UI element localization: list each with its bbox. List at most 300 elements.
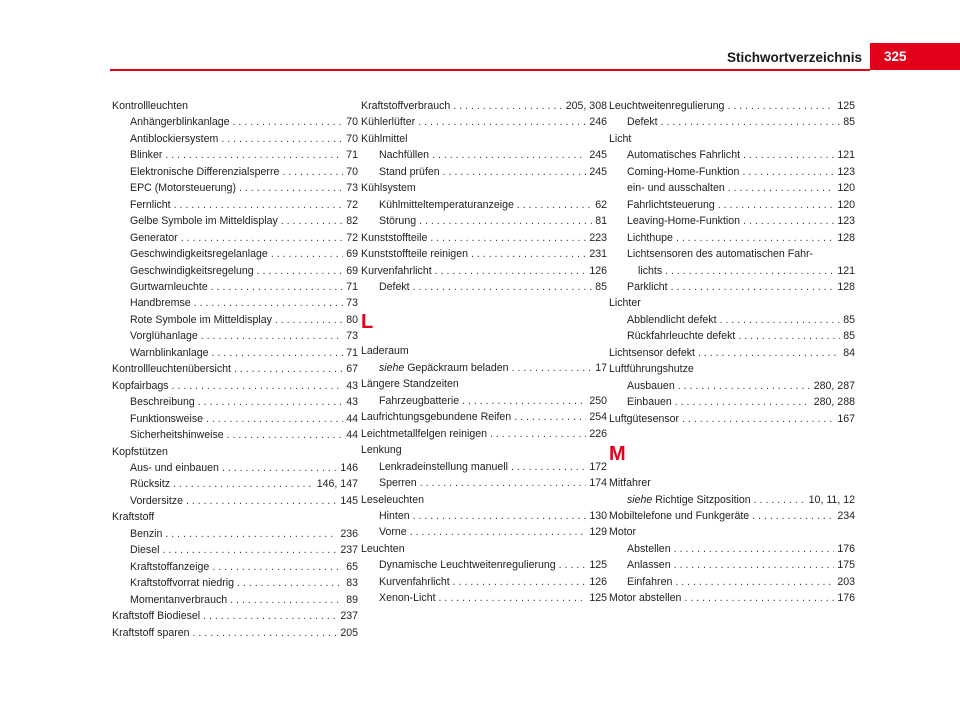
entry-page-ref: 280, 288 bbox=[813, 396, 855, 409]
index-subentry bbox=[112, 427, 358, 443]
dot-leader bbox=[675, 394, 811, 410]
index-subentry bbox=[361, 393, 607, 409]
entry-page-ref: 85 bbox=[595, 280, 607, 293]
entry-page-ref: 172 bbox=[589, 460, 607, 473]
entry-label: Lenkradeinstellung manuell bbox=[379, 460, 508, 473]
index-subentry bbox=[361, 590, 607, 606]
entry-label: Stand prüfen bbox=[379, 165, 440, 178]
entry-label: Hinten bbox=[379, 509, 410, 522]
entry-page-ref: 62 bbox=[595, 198, 607, 211]
index-column-3 bbox=[609, 98, 855, 607]
index-entry bbox=[361, 376, 607, 392]
index-subentry bbox=[609, 557, 855, 573]
entry-label: Parklicht bbox=[627, 280, 668, 293]
index-subentry bbox=[361, 557, 607, 573]
entry-label: Kontrollleuchten bbox=[112, 100, 188, 112]
entry-page-ref: 43 bbox=[346, 396, 358, 409]
entry-page-ref: 128 bbox=[837, 231, 855, 244]
index-subentry bbox=[361, 360, 607, 376]
entry-label: Momentanverbrauch bbox=[130, 593, 228, 606]
entry-page-ref: 146, 147 bbox=[316, 478, 358, 491]
dot-leader bbox=[162, 542, 337, 558]
dot-leader bbox=[230, 592, 343, 608]
entry-page-ref: 205, 308 bbox=[565, 100, 607, 112]
entry-label: Kühlsystem bbox=[361, 182, 416, 195]
entry-page-ref: 70 bbox=[346, 116, 358, 129]
dot-leader bbox=[675, 574, 834, 590]
dot-leader bbox=[413, 508, 587, 524]
index-entry bbox=[361, 131, 607, 147]
entry-page-ref: 73 bbox=[346, 297, 358, 310]
index-entry bbox=[361, 442, 607, 458]
entry-label: Sperren bbox=[379, 477, 417, 490]
index-subentry bbox=[112, 246, 358, 262]
entry-page-ref: 175 bbox=[837, 559, 855, 572]
entry-page-ref: 245 bbox=[589, 149, 607, 162]
dot-leader bbox=[512, 360, 593, 376]
index-entry bbox=[112, 608, 358, 624]
index-subentry bbox=[361, 147, 607, 163]
dot-leader bbox=[174, 197, 344, 213]
dot-leader bbox=[514, 409, 586, 425]
dot-leader bbox=[212, 559, 343, 575]
index-entry bbox=[609, 475, 855, 491]
entry-page-ref: 71 bbox=[346, 149, 358, 162]
entry-label: Warnblinkanlage bbox=[130, 346, 209, 359]
entry-page-ref: 121 bbox=[837, 264, 855, 277]
entry-page-ref: 125 bbox=[589, 559, 607, 572]
dot-leader bbox=[194, 295, 344, 311]
dot-leader bbox=[233, 114, 344, 130]
index-subentry bbox=[112, 575, 358, 591]
entry-page-ref: 69 bbox=[346, 248, 358, 261]
index-entry bbox=[112, 98, 358, 114]
index-entry bbox=[361, 180, 607, 196]
dot-leader bbox=[443, 164, 587, 180]
entry-label: Lenkung bbox=[361, 444, 402, 457]
dot-leader bbox=[718, 197, 835, 213]
entry-label: Leuchtweitenregulierung bbox=[609, 100, 725, 112]
index-entry bbox=[609, 131, 855, 147]
dot-leader bbox=[738, 328, 840, 344]
entry-page-ref: 123 bbox=[837, 215, 855, 228]
index-subentry bbox=[112, 312, 358, 328]
index-entry bbox=[361, 409, 607, 425]
dot-leader bbox=[727, 98, 834, 114]
entry-label: Generator bbox=[130, 231, 178, 244]
index-entry bbox=[361, 246, 607, 262]
dot-leader bbox=[676, 230, 834, 246]
index-subentry bbox=[361, 524, 607, 540]
entry-page-ref: 280, 287 bbox=[813, 379, 855, 392]
entry-page-ref: 89 bbox=[346, 593, 358, 606]
index-subentry bbox=[112, 460, 358, 476]
entry-label: Lichtsensoren des automatischen Fahr- bbox=[627, 248, 814, 261]
index-subentry bbox=[112, 493, 358, 509]
entry-label: Geschwindigkeitsregelanlage bbox=[130, 248, 268, 261]
index-subentry bbox=[609, 378, 855, 394]
entry-label: Mobiltelefone und Funkgeräte bbox=[609, 509, 750, 522]
index-entry bbox=[361, 263, 607, 279]
dot-leader bbox=[743, 213, 834, 229]
entry-page-ref: 125 bbox=[837, 100, 855, 112]
index-subentry bbox=[609, 213, 855, 229]
index-entry bbox=[361, 98, 607, 114]
entry-label: Kunststoffteile reinigen bbox=[361, 248, 468, 261]
entry-label: Kontrollleuchtenübersicht bbox=[112, 363, 231, 376]
dot-leader bbox=[413, 279, 593, 295]
entry-label bbox=[379, 360, 509, 376]
index-subentry bbox=[609, 147, 855, 163]
entry-label: Sicherheitshinweise bbox=[130, 429, 224, 442]
entry-label: ein- und ausschalten bbox=[627, 182, 725, 195]
entry-page-ref: 17 bbox=[595, 361, 607, 374]
dot-leader bbox=[165, 147, 343, 163]
index-subentry bbox=[361, 164, 607, 180]
dot-leader bbox=[665, 263, 834, 279]
index-subentry bbox=[112, 476, 358, 492]
dot-leader bbox=[239, 180, 343, 196]
dot-leader bbox=[728, 180, 835, 196]
entry-page-ref: 120 bbox=[837, 198, 855, 211]
dot-leader bbox=[211, 279, 343, 295]
page-number-tab bbox=[870, 43, 960, 70]
see-target: Gepäckraum beladen bbox=[404, 361, 509, 374]
entry-label: Geschwindigkeitsregelung bbox=[130, 264, 254, 277]
page-number: 325 bbox=[884, 49, 907, 64]
index-subentry bbox=[609, 230, 855, 246]
index-entry bbox=[361, 426, 607, 442]
entry-label: Anhängerblinkanlage bbox=[130, 116, 230, 129]
index-subentry bbox=[609, 574, 855, 590]
entry-label: Vordersitze bbox=[130, 494, 183, 507]
entry-page-ref: 203 bbox=[837, 575, 855, 588]
entry-label: Rote Symbole im Mitteldisplay bbox=[130, 313, 272, 326]
index-subentry bbox=[609, 328, 855, 344]
dot-leader bbox=[234, 361, 343, 377]
entry-page-ref: 145 bbox=[340, 494, 358, 507]
entry-page-ref: 82 bbox=[346, 215, 358, 228]
entry-page-ref: 126 bbox=[589, 264, 607, 277]
index-subentry bbox=[112, 197, 358, 213]
entry-page-ref: 176 bbox=[837, 592, 855, 605]
index-subentry bbox=[112, 147, 358, 163]
index-subentry bbox=[112, 213, 358, 229]
index-subentry bbox=[112, 131, 358, 147]
index-subentry bbox=[112, 114, 358, 130]
entry-label: Kraftstoffvorrat niedrig bbox=[130, 577, 235, 590]
index-subentry bbox=[361, 459, 607, 475]
dot-leader bbox=[698, 345, 840, 361]
entry-page-ref: 70 bbox=[346, 132, 358, 145]
entry-label: Luftführungshutze bbox=[609, 363, 694, 376]
entry-label: Elektronische Differenzialsperre bbox=[130, 165, 280, 178]
index-column-1 bbox=[112, 98, 358, 641]
entry-page-ref: 236 bbox=[340, 527, 358, 540]
header-divider bbox=[110, 69, 870, 71]
dot-leader bbox=[271, 246, 343, 262]
index-subentry bbox=[112, 542, 358, 558]
dot-leader bbox=[275, 312, 343, 328]
running-header-title: Stichwortverzeichnis bbox=[726, 50, 862, 65]
entry-page-ref: 246 bbox=[589, 116, 607, 129]
entry-label: Einfahren bbox=[627, 575, 673, 588]
dot-leader bbox=[453, 574, 587, 590]
entry-page-ref: 72 bbox=[346, 198, 358, 211]
dot-leader bbox=[227, 427, 344, 443]
dot-leader bbox=[410, 524, 587, 540]
dot-leader bbox=[682, 411, 834, 427]
entry-page-ref: 44 bbox=[346, 412, 358, 425]
entry-page-ref: 254 bbox=[589, 411, 607, 424]
index-entry bbox=[609, 524, 855, 540]
entry-page-ref: 205 bbox=[340, 626, 358, 639]
entry-page-ref: 10, 11, 12 bbox=[808, 493, 855, 506]
dot-leader bbox=[754, 492, 806, 508]
index-subentry bbox=[112, 180, 358, 196]
index-subentry bbox=[609, 263, 855, 279]
entry-label: Automatisches Fahrlicht bbox=[627, 149, 741, 162]
entry-page-ref: 83 bbox=[346, 577, 358, 590]
entry-label: Rücksitz bbox=[130, 478, 171, 491]
entry-page-ref: 85 bbox=[843, 313, 855, 326]
dot-leader bbox=[661, 114, 841, 130]
entry-label: Laderaum bbox=[361, 345, 409, 358]
index-subentry bbox=[112, 394, 358, 410]
dot-leader bbox=[511, 459, 586, 475]
index-entry bbox=[112, 625, 358, 641]
entry-page-ref: 80 bbox=[346, 313, 358, 326]
entry-page-ref: 130 bbox=[589, 509, 607, 522]
entry-label: Lichthupe bbox=[627, 231, 673, 244]
section-letter: M bbox=[609, 443, 626, 466]
dot-leader bbox=[678, 378, 811, 394]
index-entry bbox=[609, 345, 855, 361]
entry-page-ref: 234 bbox=[837, 509, 855, 522]
entry-page-ref: 128 bbox=[837, 280, 855, 293]
index-entry bbox=[609, 98, 855, 114]
entry-label: Gelbe Symbole im Mitteldisplay bbox=[130, 215, 278, 228]
entry-label: Kurvenfahrlicht bbox=[361, 264, 432, 277]
index-subentry bbox=[112, 345, 358, 361]
index-subentry bbox=[609, 197, 855, 213]
index-entry bbox=[112, 444, 358, 460]
entry-label: Kühlmitteltemperaturanzeige bbox=[379, 198, 514, 211]
entry-label: Mitfahrer bbox=[609, 477, 651, 490]
entry-label: Kurvenfahrlicht bbox=[379, 575, 450, 588]
entry-label: Lichter bbox=[609, 297, 641, 310]
dot-leader bbox=[172, 378, 344, 394]
index-subentry bbox=[112, 526, 358, 542]
entry-page-ref: 146 bbox=[340, 461, 358, 474]
entry-page-ref: 44 bbox=[346, 429, 358, 442]
index-entry bbox=[609, 295, 855, 311]
entry-page-ref: 125 bbox=[589, 592, 607, 605]
see-reference: siehe bbox=[627, 493, 653, 506]
dot-leader bbox=[281, 213, 343, 229]
dot-leader bbox=[674, 541, 835, 557]
index-subentry bbox=[609, 246, 855, 262]
index-entry bbox=[609, 590, 855, 606]
index-entry bbox=[361, 492, 607, 508]
entry-page-ref: 73 bbox=[346, 330, 358, 343]
entry-label: Ausbauen bbox=[627, 379, 675, 392]
section-letter: L bbox=[361, 311, 374, 334]
entry-label: Beschreibung bbox=[130, 396, 195, 409]
entry-page-ref: 73 bbox=[346, 182, 358, 195]
entry-label: Fahrlichtsteuerung bbox=[627, 198, 715, 211]
index-subentry bbox=[609, 180, 855, 196]
dot-leader bbox=[439, 590, 587, 606]
entry-label: Leichtmetallfelgen reinigen bbox=[361, 427, 488, 440]
index-subentry bbox=[112, 230, 358, 246]
index-subentry bbox=[112, 592, 358, 608]
entry-label: Laufrichtungsgebundene Reifen bbox=[361, 411, 512, 424]
entry-page-ref: 85 bbox=[843, 330, 855, 343]
entry-page-ref: 84 bbox=[843, 346, 855, 359]
entry-page-ref: 71 bbox=[346, 280, 358, 293]
entry-label: Abstellen bbox=[627, 542, 671, 555]
index-subentry bbox=[112, 559, 358, 575]
dot-leader bbox=[559, 557, 587, 573]
dot-leader bbox=[471, 246, 586, 262]
dot-leader bbox=[420, 475, 587, 491]
entry-label: Kraftstoff Biodiesel bbox=[112, 610, 201, 623]
index-subentry bbox=[361, 197, 607, 213]
index-subentry bbox=[361, 475, 607, 491]
dot-leader bbox=[517, 197, 592, 213]
entry-label: Kraftstoffverbrauch bbox=[361, 100, 451, 112]
entry-label: Licht bbox=[609, 132, 632, 145]
dot-leader bbox=[453, 98, 562, 114]
dot-leader bbox=[201, 328, 343, 344]
dot-leader bbox=[418, 114, 586, 130]
entry-label: Leuchten bbox=[361, 542, 405, 555]
dot-leader bbox=[435, 263, 587, 279]
dot-leader bbox=[198, 394, 343, 410]
see-reference: siehe bbox=[379, 361, 405, 374]
entry-page-ref: 245 bbox=[589, 165, 607, 178]
index-subentry bbox=[112, 164, 358, 180]
entry-page-ref: 237 bbox=[340, 544, 358, 557]
entry-page-ref: 129 bbox=[589, 526, 607, 539]
index-entry bbox=[609, 411, 855, 427]
entry-page-ref: 67 bbox=[346, 363, 358, 376]
entry-label: Funktionsweise bbox=[130, 412, 204, 425]
entry-page-ref: 223 bbox=[589, 231, 607, 244]
entry-label: Einbauen bbox=[627, 396, 672, 409]
index-subentry bbox=[609, 394, 855, 410]
entry-label: Fahrzeugbatterie bbox=[379, 394, 460, 407]
entry-label bbox=[627, 492, 751, 508]
entry-label: Kraftstoffanzeige bbox=[130, 560, 210, 573]
index-subentry bbox=[112, 411, 358, 427]
entry-label: Benzin bbox=[130, 527, 163, 540]
dot-leader bbox=[237, 575, 343, 591]
index-entry bbox=[361, 230, 607, 246]
index-entry bbox=[112, 361, 358, 377]
dot-leader bbox=[671, 279, 835, 295]
dot-leader bbox=[222, 460, 337, 476]
entry-label: Kopfstützen bbox=[112, 445, 168, 458]
entry-page-ref: 70 bbox=[346, 165, 358, 178]
dot-leader bbox=[432, 147, 586, 163]
index-subentry bbox=[609, 164, 855, 180]
index-entry bbox=[361, 343, 607, 359]
entry-label: Leaving-Home-Funktion bbox=[627, 215, 741, 228]
entry-label: Anlassen bbox=[627, 559, 671, 572]
index-column-2 bbox=[361, 98, 607, 607]
dot-leader bbox=[173, 476, 314, 492]
entry-label: Dynamische Leuchtweitenregulierung bbox=[379, 559, 556, 572]
dot-leader bbox=[490, 426, 586, 442]
dot-leader bbox=[684, 590, 834, 606]
entry-page-ref: 72 bbox=[346, 231, 358, 244]
entry-label: Xenon-Licht bbox=[379, 592, 436, 605]
entry-page-ref: 226 bbox=[589, 427, 607, 440]
dot-leader bbox=[282, 164, 343, 180]
entry-label: Motor bbox=[609, 526, 637, 539]
dot-leader bbox=[462, 393, 586, 409]
entry-page-ref: 126 bbox=[589, 575, 607, 588]
dot-leader bbox=[212, 345, 344, 361]
entry-page-ref: 174 bbox=[589, 477, 607, 490]
entry-label: Antiblockiersystem bbox=[130, 132, 219, 145]
entry-label: Handbremse bbox=[130, 297, 191, 310]
index-entry bbox=[112, 378, 358, 394]
entry-label: Blinker bbox=[130, 149, 163, 162]
dot-leader bbox=[430, 230, 586, 246]
entry-page-ref: 250 bbox=[589, 394, 607, 407]
entry-label: Kopfairbags bbox=[112, 379, 169, 392]
entry-label: Längere Standzeiten bbox=[361, 378, 459, 391]
entry-label: Abblendlicht defekt bbox=[627, 313, 717, 326]
entry-page-ref: 237 bbox=[340, 610, 358, 623]
index-subentry bbox=[361, 574, 607, 590]
entry-label: Kühlerlüfter bbox=[361, 116, 416, 129]
entry-label: Fernlicht bbox=[130, 198, 171, 211]
entry-label: Vorglühanlage bbox=[130, 330, 198, 343]
index-subentry bbox=[609, 279, 855, 295]
entry-label: Rückfahrleuchte defekt bbox=[627, 330, 736, 343]
entry-label: Luftgütesensor bbox=[609, 412, 680, 425]
index-subentry bbox=[112, 279, 358, 295]
index-subentry bbox=[361, 279, 607, 295]
entry-label: Lichtsensor defekt bbox=[609, 346, 695, 359]
entry-page-ref: 167 bbox=[837, 412, 855, 425]
dot-leader bbox=[257, 263, 344, 279]
entry-label: Störung bbox=[379, 215, 417, 228]
see-target: Richtige Sitzposition bbox=[652, 493, 751, 506]
entry-label: Kraftstoff sparen bbox=[112, 626, 190, 639]
entry-label: Vorne bbox=[379, 526, 407, 539]
entry-label: Coming-Home-Funktion bbox=[627, 165, 740, 178]
index-subentry bbox=[361, 213, 607, 229]
index-entry bbox=[609, 361, 855, 377]
index-subentry bbox=[112, 328, 358, 344]
dot-leader bbox=[221, 131, 343, 147]
index-subentry bbox=[112, 263, 358, 279]
index-subentry bbox=[112, 295, 358, 311]
entry-page-ref: 85 bbox=[843, 116, 855, 129]
entry-label: Motor abstellen bbox=[609, 592, 682, 605]
index-subentry bbox=[609, 312, 855, 328]
index-subentry bbox=[609, 541, 855, 557]
entry-page-ref: 176 bbox=[837, 542, 855, 555]
entry-page-ref: 65 bbox=[346, 560, 358, 573]
entry-label: Gurtwarnleuchte bbox=[130, 280, 208, 293]
dot-leader bbox=[742, 164, 834, 180]
